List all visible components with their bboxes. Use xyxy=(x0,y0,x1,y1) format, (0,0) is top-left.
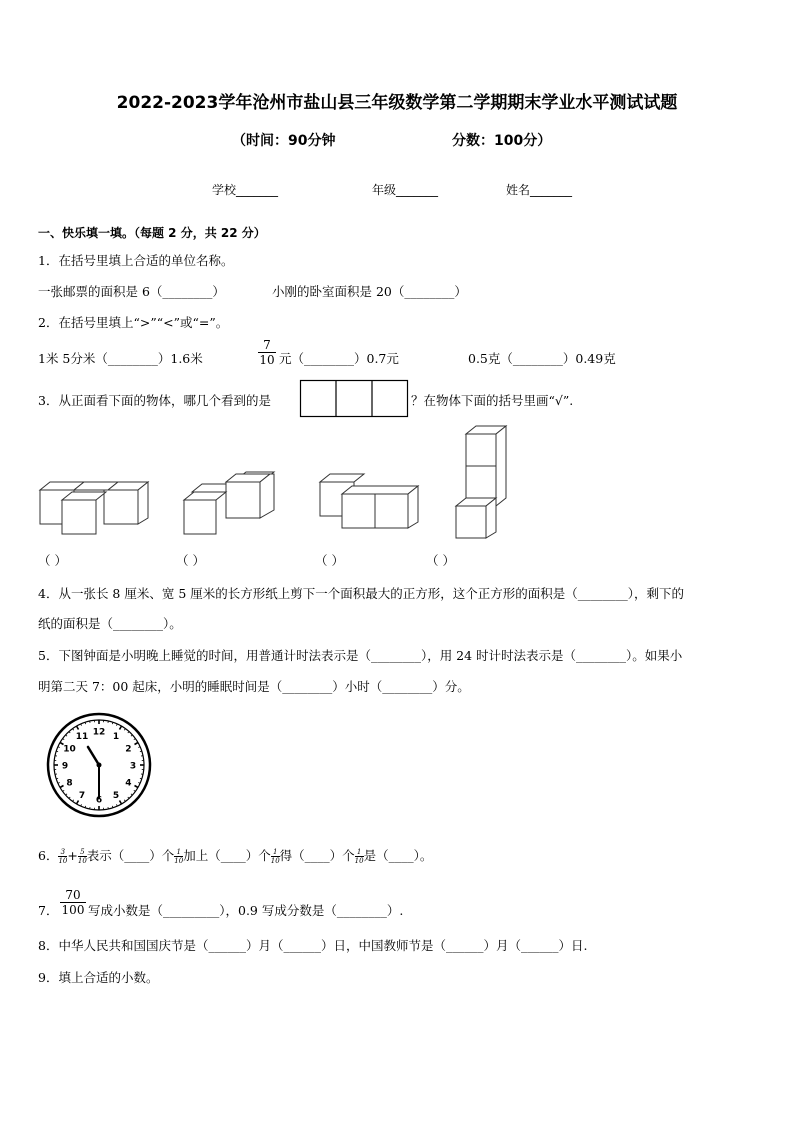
q4-line1[interactable]: 4．从一张长 8 厘米、宽 5 厘米的长方形纸上剪下一个面积最大的正方形，这个正方形的面积是（________），剩下的 xyxy=(38,586,685,601)
q7-prefix: 7． xyxy=(38,903,59,918)
cube-figure-c xyxy=(318,472,418,532)
q6-text4[interactable]: 是（____）。 xyxy=(363,848,433,863)
cube-figure-a xyxy=(38,478,150,534)
clock-number: 5 xyxy=(112,790,120,801)
q6-plus: + xyxy=(67,848,78,863)
q2-c[interactable]: 0.5克（________）0.49克 xyxy=(468,351,616,366)
q1-a[interactable]: 一张邮票的面积是 6（________） xyxy=(38,284,225,299)
q3-choice-c[interactable]: （ ） xyxy=(315,553,344,568)
clock-number: 11 xyxy=(75,732,89,743)
clock-number: 12 xyxy=(92,727,106,738)
page-title: 2022-2023学年沧州市盐山县三年级数学第二学期期末学业水平测试试题 xyxy=(116,93,678,113)
score-label: 分数：100分） xyxy=(452,133,552,149)
q3-stem-pre: 3．从正面看下面的物体，哪几个看到的是 xyxy=(38,393,271,408)
q6-text1[interactable]: 表示（____）个 xyxy=(86,848,175,863)
clock-number: 4 xyxy=(125,778,132,789)
q9-text: 9．填上合适的小数。 xyxy=(38,970,159,985)
q7-fraction xyxy=(60,888,86,917)
cube-figure-d xyxy=(454,424,510,540)
q3-choice-a[interactable]: （ ） xyxy=(38,553,67,568)
q6-frac3-num: 1 xyxy=(174,848,183,857)
q2-a[interactable]: 1米 5分米（________）1.6米 xyxy=(38,351,203,366)
q7-frac-num: 70 xyxy=(60,888,86,903)
q6-frac5-den: 10 xyxy=(354,857,364,865)
q6-frac4-den: 10 xyxy=(270,857,280,865)
front-view-figure xyxy=(300,380,408,418)
q6-row xyxy=(38,846,432,865)
clock-number: 2 xyxy=(125,744,132,755)
q6-prefix: 6． xyxy=(38,848,59,863)
q3-stem-post: ？在物体下面的括号里画“√”. xyxy=(411,393,574,408)
q2-b[interactable]: 元（________）0.7元 xyxy=(279,351,399,366)
q3-choice-d[interactable]: （ ） xyxy=(426,553,455,568)
q2-stem: 2．在括号里填上“>”“<”或“=”。 xyxy=(38,315,229,330)
school-field[interactable]: 学校_______ xyxy=(212,183,279,197)
clock-number: 10 xyxy=(63,744,76,755)
clock-number: 9 xyxy=(61,761,69,772)
clock-number: 3 xyxy=(129,761,137,772)
q1-b[interactable]: 小刚的卧室面积是 20（________） xyxy=(272,284,467,299)
q7-text[interactable]: 写成小数是（_________），0.9 写成分数是（________）. xyxy=(88,903,404,918)
name-field[interactable]: 姓名_______ xyxy=(506,183,573,197)
q6-text3[interactable]: 得（____）个 xyxy=(279,848,355,863)
clock-number: 1 xyxy=(112,732,120,743)
q6-frac5 xyxy=(355,848,364,865)
q1-stem: 1．在括号里填上合适的单位名称。 xyxy=(38,253,234,268)
clock-face xyxy=(46,712,152,818)
q5-line2[interactable]: 明第二天 7：00 起床，小明的睡眠时间是（________）小时（________）分。 xyxy=(38,679,470,694)
q6-frac1-den: 10 xyxy=(58,857,68,865)
time-label: （时间：90分钟 xyxy=(232,133,336,149)
q6-frac3 xyxy=(174,848,183,865)
q2-fraction xyxy=(258,338,276,367)
q6-frac1-num: 3 xyxy=(58,848,67,857)
q6-frac4-num: 1 xyxy=(271,848,280,857)
q2-frac-num: 7 xyxy=(258,338,276,353)
cube-figure-b xyxy=(182,472,278,536)
q4-line2[interactable]: 纸的面积是（________）。 xyxy=(38,616,182,631)
grade-field[interactable]: 年级_______ xyxy=(372,183,439,197)
q6-frac4 xyxy=(271,848,280,865)
clock-number: 6 xyxy=(95,795,103,806)
q6-frac3-den: 10 xyxy=(174,857,184,865)
q6-frac2 xyxy=(78,848,87,865)
clock-number: 7 xyxy=(78,790,86,801)
q6-text2[interactable]: 加上（____）个 xyxy=(183,848,271,863)
q6-frac2-den: 10 xyxy=(77,857,87,865)
q7-frac-den: 100 xyxy=(61,903,85,917)
q5-line1[interactable]: 5．下图钟面是小明晚上睡觉的时间，用普通计时法表示是（________），用 24 时计时法表示是（________）。如果小 xyxy=(38,648,683,663)
q6-frac5-num: 1 xyxy=(355,848,364,857)
q2-frac-den: 10 xyxy=(259,353,275,367)
q8-text[interactable]: 8．中华人民共和国国庆节是（______）月（______）日，中国教师节是（______）月（______）日. xyxy=(38,938,588,953)
clock-number: 8 xyxy=(66,778,73,789)
q6-frac2-num: 5 xyxy=(78,848,87,857)
q3-choice-b[interactable]: （ ） xyxy=(176,553,205,568)
section-heading: 一、快乐填一填。（每题 2 分，共 22 分） xyxy=(38,226,266,240)
